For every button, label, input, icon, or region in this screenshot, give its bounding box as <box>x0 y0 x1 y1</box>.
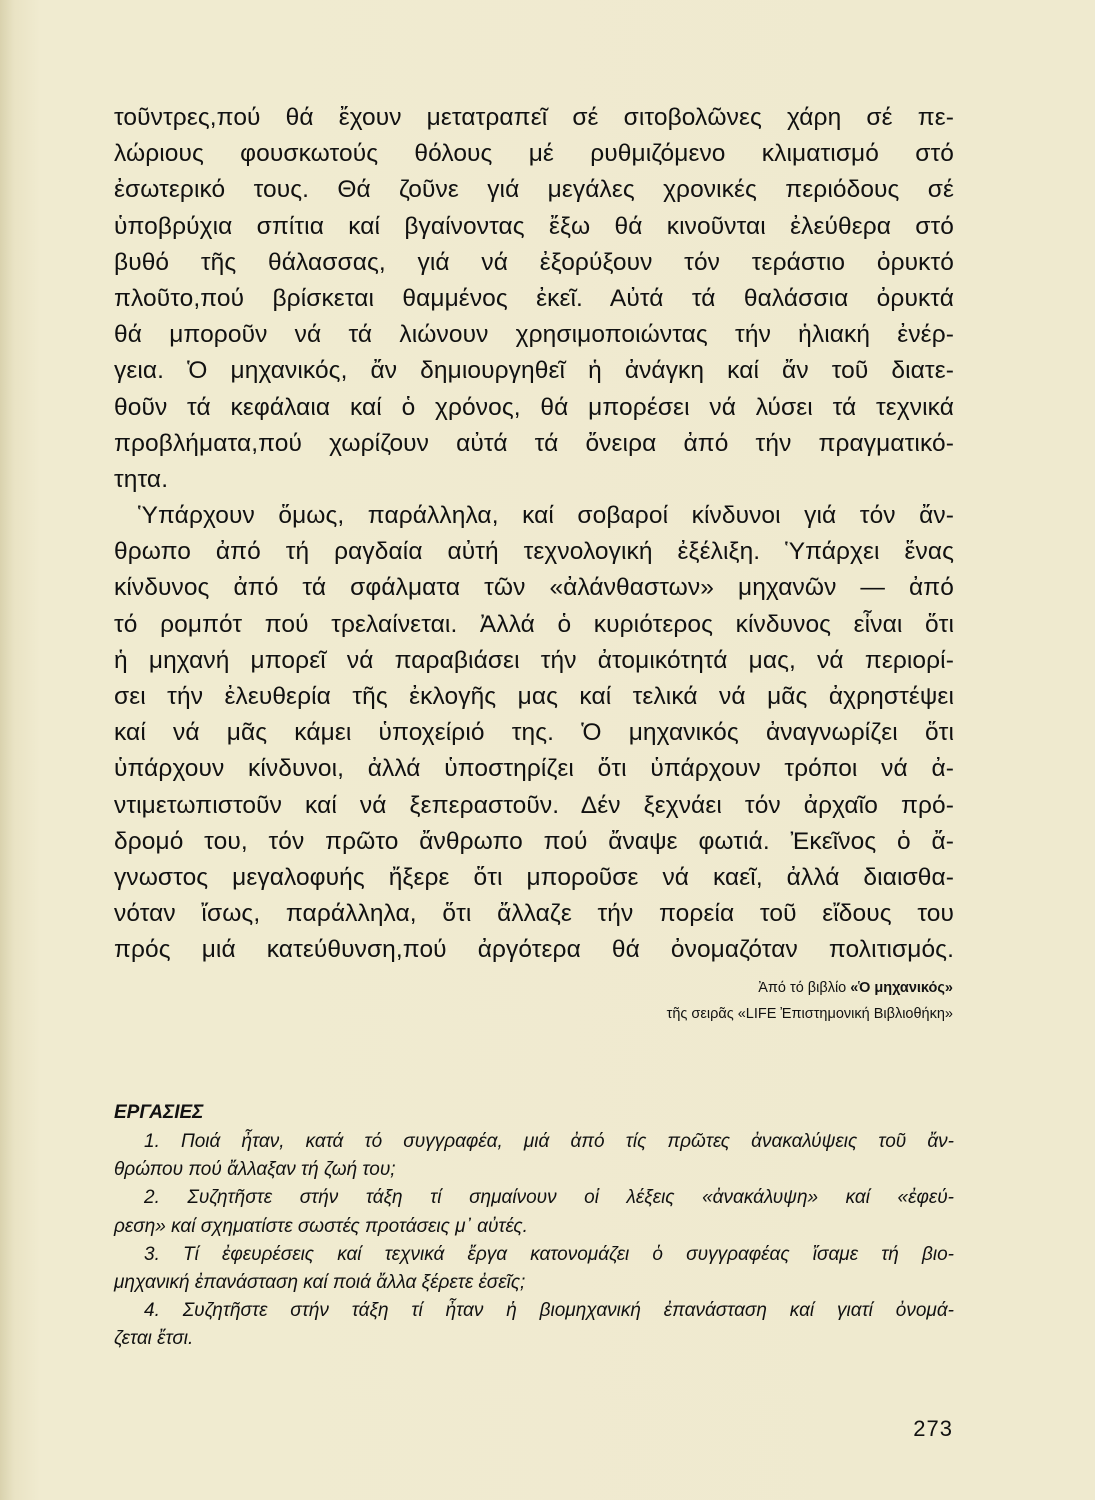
exercise-line: 3. Τί ἐφευρέσεις καί τεχνικά ἔργα κατονομάζει ὁ συγγραφέας ἴσαμε τή βιο- <box>144 1243 954 1265</box>
body-line: ὑπάρχουν κίνδυνοι, ἀλλά ὑποστηρίζει ὅτι ὑπάρχουν τρόποι νά ἀ- <box>114 755 954 783</box>
body-line: πλοῦτο,πού βρίσκεται θαμμένος ἐκεῖ. Αὐτά τά θαλάσσια ὀρυκτά <box>114 284 954 312</box>
citation-prefix: Ἀπό τό βιβλίο <box>758 980 847 996</box>
body-line: ὑποβρύχια σπίτια καί βγαίνοντας ἔξω θά κινοῦνται ἐλεύθερα στό <box>114 212 954 240</box>
body-line: σει τήν ἐλευθερία τῆς ἐκλογῆς μας καί τελικά νά μᾶς ἀχρηστέψει <box>114 683 954 710</box>
page-number: 273 <box>913 1416 953 1441</box>
body-text <box>114 100 954 969</box>
exercise-line: ζεται ἔτσι. <box>114 1328 194 1350</box>
body-line: καί νά μᾶς κάμει ὑποχείριό της. Ὁ μηχανικός ἀναγνωρίζει ὅτι <box>114 719 954 747</box>
exercises-section <box>114 1098 954 1354</box>
body-line: Ὑπάρχουν ὅμως, παράλληλα, καί σοβαροί κίνδυνοι γιά τόν ἄν- <box>138 502 954 530</box>
body-line: προβλήματα,πού χωρίζουν αὐτά τά ὄνειρα ἀπό τήν πραγματικό- <box>114 429 954 457</box>
body-line: γεια. Ὁ μηχανικός, ἄν δημιουργηθεῖ ἡ ἀνάγκη καί ἄν τοῦ διατε- <box>114 357 954 385</box>
exercise-line: θρώπου πού ἄλλαξαν τή ζωή του; <box>114 1159 396 1181</box>
body-line: πρός μιά κατεύθυνση,πού ἀργότερα θά ὀνομαζόταν πολιτισμός. <box>114 936 954 964</box>
body-line: δρομό του, τόν πρῶτο ἄνθρωπο πού ἄναψε φωτιά. Ἐκεῖνος ὁ ἄ- <box>114 827 954 855</box>
body-line: τητα. <box>114 465 169 493</box>
body-line: βυθό τῆς θάλασσας, γιά νά ἐξορύξουν τόν τεράστιο ὀρυκτό <box>114 248 954 276</box>
body-line: θοῦν τά κεφάλαια καί ὁ χρόνος, θά μπορέσει νά λύσει τά τεχνικά <box>114 393 954 421</box>
source-citation <box>667 975 953 1027</box>
body-line: νόταν ἴσως, παράλληλα, ὅτι ἄλλαζε τήν πορεία τοῦ εἴδους του <box>114 900 954 928</box>
body-line: ἡ μηχανή μπορεῖ νά παραβιάσει τήν ἀτομικότητά μας, νά περιορί- <box>114 646 954 674</box>
citation-line-1 <box>667 975 953 1001</box>
exercise-line: μηχανική ἐπανάσταση καί ποιά ἄλλα ξέρετε ἐσεῖς; <box>114 1271 526 1293</box>
body-line: τό ρομπότ πού τρελαίνεται. Ἀλλά ὁ κυριότερος κίνδυνος εἶναι ὅτι <box>114 610 954 638</box>
exercise-line: 2. Συζητῆστε στήν τάξη τί σημαίνουν οἱ λέξεις «ἀνακάλυψη» καί «ἐφεύ- <box>144 1187 954 1209</box>
body-line: λώριους φουσκωτούς θόλους μέ ρυθμιζόμενο κλιματισμό στό <box>114 140 954 168</box>
body-line: ντιμετωπιστοῦν καί νά ξεπεραστοῦν. Δέν ξεχνάει τόν ἀρχαῖο πρό- <box>114 791 954 819</box>
body-line: τοῦντρες,πού θά ἔχουν μετατραπεῖ σέ σιτοβολῶνες χάρη σέ πε- <box>114 104 954 131</box>
exercise-line: 4. Συζητῆστε στήν τάξη τί ἦταν ἡ βιομηχανική ἐπανάσταση καί γιατί ὀνομά- <box>144 1300 954 1322</box>
body-line: γνωστος μεγαλοφυής ἤξερε ὅτι μποροῦσε νά καεῖ, ἀλλά διαισθα- <box>114 863 954 891</box>
citation-line-2: τῆς σειρᾶς «LIFE Ἐπιστημονική Βιβλιοθήκη» <box>666 1006 953 1022</box>
exercises-heading: ΕΡΓΑΣΙΕΣ <box>114 1102 204 1123</box>
body-line: κίνδυνος ἀπό τά σφάλματα τῶν «ἀλάνθαστων» μηχανῶν — ἀπό <box>114 574 954 602</box>
exercise-line: ρεση» καί σχηματίστε σωστές προτάσεις μ᾽ αὐτές. <box>114 1215 528 1237</box>
body-line: θρωπο ἀπό τή ραγδαία αὐτή τεχνολογική ἐξέλιξη. Ὑπάρχει ἕνας <box>114 538 954 566</box>
body-line: ἐσωτερικό τους. Θά ζοῦνε γιά μεγάλες χρονικές περιόδους σέ <box>114 176 954 204</box>
body-line: θά μποροῦν νά τά λιώνουν χρησιμοποιώντας τήν ἡλιακή ἐνέρ- <box>114 321 954 349</box>
citation-book-title: «Ὁ μηχανικός» <box>850 980 953 996</box>
exercise-line: 1. Ποιά ἦταν, κατά τό συγγραφέα, μιά ἀπό τίς πρῶτες ἀνακαλύψεις τοῦ ἄν- <box>144 1131 954 1152</box>
